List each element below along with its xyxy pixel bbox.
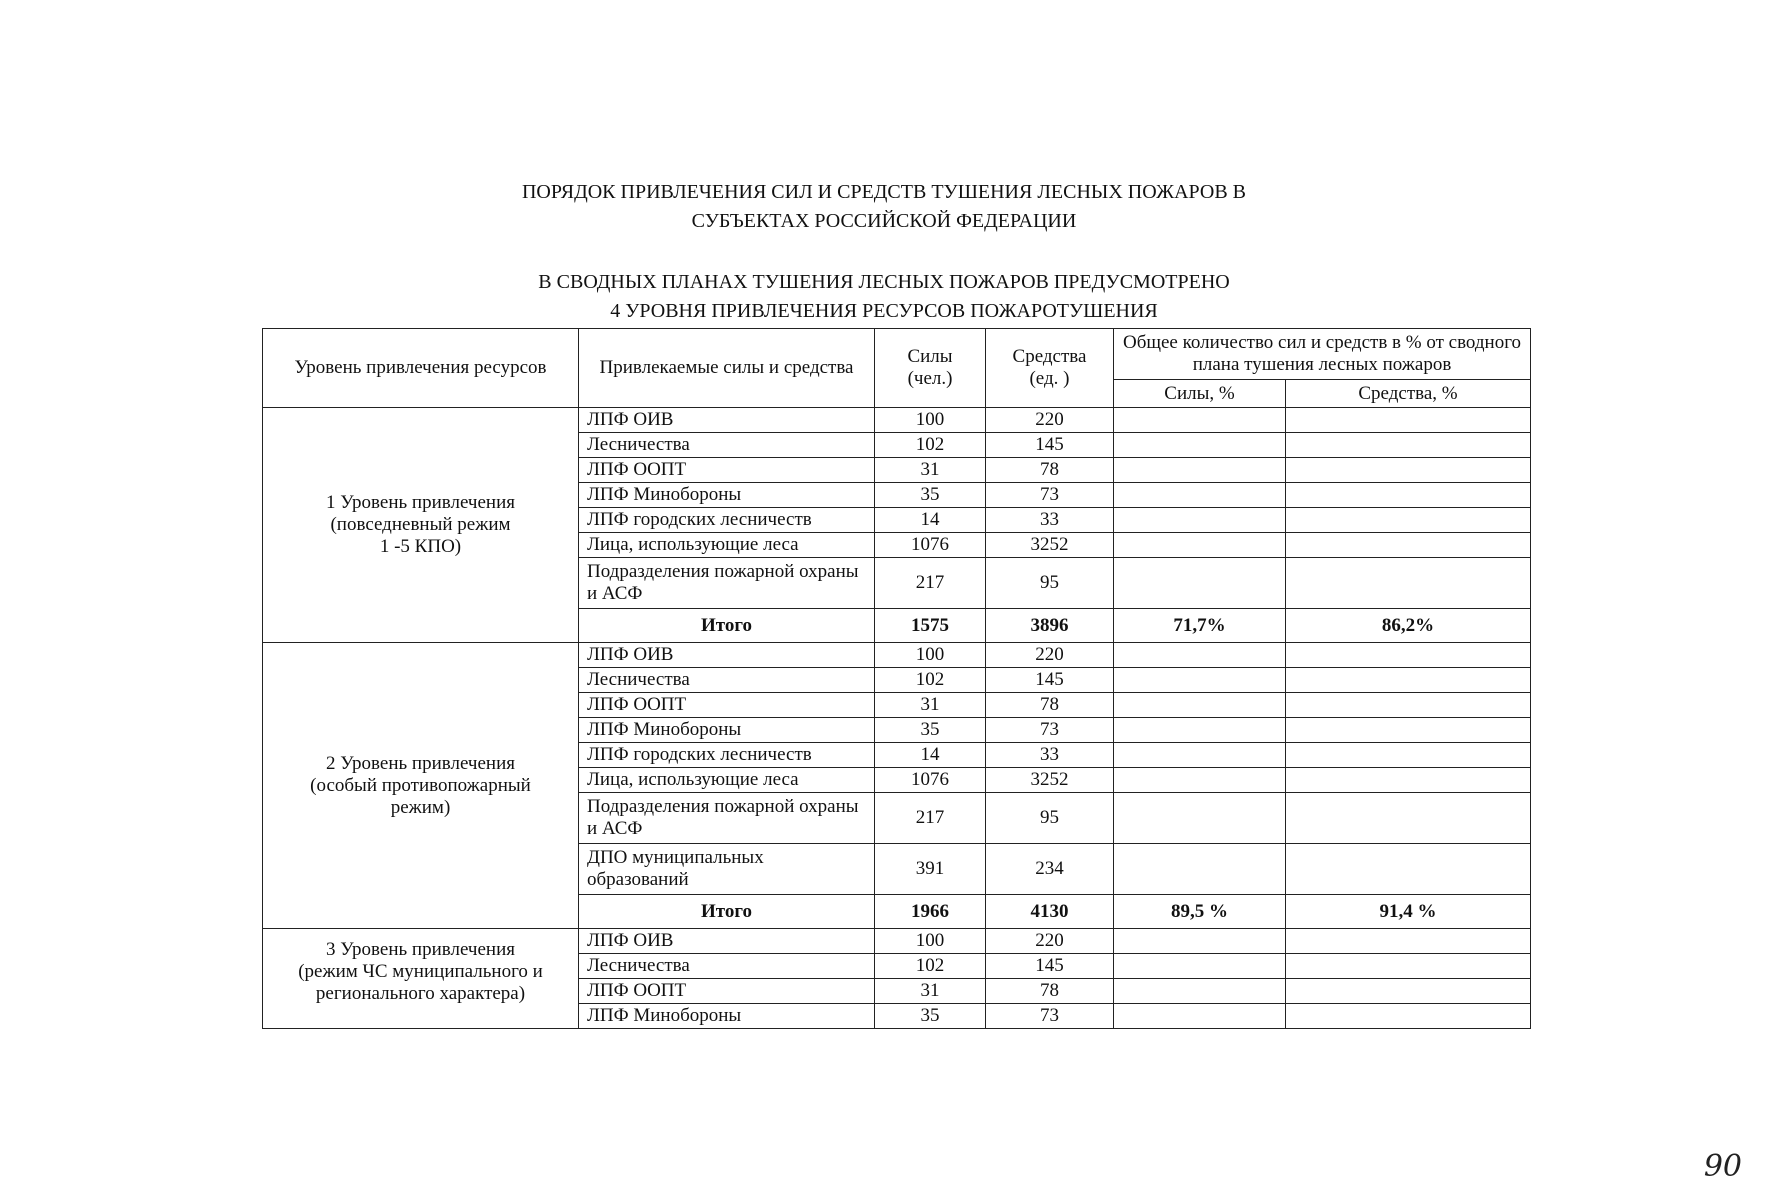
forces-cell: 31 bbox=[875, 693, 986, 718]
forces-pct-cell bbox=[1114, 743, 1286, 768]
forces-pct-cell bbox=[1114, 768, 1286, 793]
table-row bbox=[263, 643, 1531, 668]
resource-name-cell: ЛПФ Минобороны bbox=[579, 483, 875, 508]
forces-pct-cell bbox=[1114, 483, 1286, 508]
level-label-line-1: 2 Уровень привлечения bbox=[326, 752, 515, 774]
forces-cell: 14 bbox=[875, 743, 986, 768]
forces-pct-cell bbox=[1114, 793, 1286, 844]
means-pct-cell bbox=[1286, 408, 1531, 433]
header-forces-line-2: (чел.) bbox=[907, 368, 953, 389]
forces-cell: 1076 bbox=[875, 533, 986, 558]
level-label-line-2: (особый противопожарный bbox=[310, 774, 531, 796]
means-pct-cell bbox=[1286, 979, 1531, 1004]
resource-name-cell: Лица, использующие леса bbox=[579, 768, 875, 793]
total-label-cell: Итого bbox=[579, 609, 875, 643]
document-title bbox=[0, 178, 1768, 236]
resource-name-cell: Подразделения пожарной охраны и АСФ bbox=[579, 558, 875, 609]
subtitle-line-2: 4 УРОВНЯ ПРИВЛЕЧЕНИЯ РЕСУРСОВ ПОЖАРОТУШЕНИЯ bbox=[610, 300, 1158, 322]
forces-pct-cell bbox=[1114, 668, 1286, 693]
forces-cell: 102 bbox=[875, 954, 986, 979]
level-label-cell bbox=[263, 643, 579, 929]
forces-cell: 102 bbox=[875, 668, 986, 693]
forces-pct-cell bbox=[1114, 533, 1286, 558]
forces-pct-cell bbox=[1114, 508, 1286, 533]
resource-name-cell: ЛПФ городских лесничеств bbox=[579, 743, 875, 768]
total-forces-cell: 1575 bbox=[875, 609, 986, 643]
table-row bbox=[263, 408, 1531, 433]
forces-cell: 100 bbox=[875, 408, 986, 433]
means-cell: 145 bbox=[986, 668, 1114, 693]
means-cell: 3252 bbox=[986, 533, 1114, 558]
total-means-cell: 3896 bbox=[986, 609, 1114, 643]
forces-cell: 35 bbox=[875, 718, 986, 743]
forces-pct-cell bbox=[1114, 979, 1286, 1004]
total-means-cell: 4130 bbox=[986, 895, 1114, 929]
total-label-cell: Итого bbox=[579, 895, 875, 929]
means-pct-cell bbox=[1286, 929, 1531, 954]
means-cell: 73 bbox=[986, 1004, 1114, 1029]
table-row bbox=[263, 929, 1531, 954]
forces-pct-cell bbox=[1114, 954, 1286, 979]
means-cell: 33 bbox=[986, 743, 1114, 768]
level-label-line-1: 3 Уровень привлечения bbox=[326, 939, 515, 960]
forces-cell: 100 bbox=[875, 929, 986, 954]
header-means bbox=[986, 329, 1114, 408]
level-label-line-2: (режим ЧС муниципального и bbox=[298, 961, 543, 982]
resource-name-cell: ЛПФ городских лесничеств bbox=[579, 508, 875, 533]
forces-pct-cell bbox=[1114, 458, 1286, 483]
forces-pct-cell bbox=[1114, 718, 1286, 743]
means-cell: 220 bbox=[986, 643, 1114, 668]
means-pct-cell bbox=[1286, 693, 1531, 718]
resource-name-cell: ЛПФ ООПТ bbox=[579, 693, 875, 718]
forces-pct-cell bbox=[1114, 558, 1286, 609]
means-cell: 95 bbox=[986, 793, 1114, 844]
forces-pct-cell bbox=[1114, 433, 1286, 458]
means-pct-cell bbox=[1286, 483, 1531, 508]
header-means-line-1: Средства bbox=[1012, 346, 1087, 367]
header-forces-pct: Силы, % bbox=[1114, 380, 1286, 408]
resource-name-cell: Лица, использующие леса bbox=[579, 533, 875, 558]
means-pct-cell bbox=[1286, 558, 1531, 609]
resource-name-cell: ЛПФ ОИВ bbox=[579, 643, 875, 668]
resource-name-cell: Лесничества bbox=[579, 954, 875, 979]
resource-name-cell: ЛПФ ОИВ bbox=[579, 408, 875, 433]
title-line-1: ПОРЯДОК ПРИВЛЕЧЕНИЯ СИЛ И СРЕДСТВ ТУШЕНИЯ ЛЕСНЫХ ПОЖАРОВ В bbox=[521, 181, 1247, 203]
resource-name-cell: Лесничества bbox=[579, 433, 875, 458]
resource-name-cell: ЛПФ ООПТ bbox=[579, 979, 875, 1004]
means-pct-cell bbox=[1286, 533, 1531, 558]
forces-cell: 102 bbox=[875, 433, 986, 458]
document-subtitle bbox=[0, 268, 1768, 326]
subtitle-line-1: В СВОДНЫХ ПЛАНАХ ТУШЕНИЯ ЛЕСНЫХ ПОЖАРОВ ПРЕДУСМОТРЕНО bbox=[538, 271, 1230, 293]
means-cell: 220 bbox=[986, 929, 1114, 954]
resource-name-cell: ЛПФ Минобороны bbox=[579, 1004, 875, 1029]
forces-pct-cell bbox=[1114, 693, 1286, 718]
forces-cell: 217 bbox=[875, 558, 986, 609]
level-label-line-2: (повседневный режим bbox=[330, 514, 511, 535]
resource-name-cell: Лесничества bbox=[579, 668, 875, 693]
means-cell: 78 bbox=[986, 458, 1114, 483]
level-label-cell bbox=[263, 408, 579, 643]
header-means-line-2: (ед. ) bbox=[1029, 368, 1070, 389]
means-pct-cell bbox=[1286, 768, 1531, 793]
forces-cell: 35 bbox=[875, 1004, 986, 1029]
means-cell: 234 bbox=[986, 844, 1114, 895]
forces-cell: 217 bbox=[875, 793, 986, 844]
level-label-cell bbox=[263, 929, 579, 1029]
means-pct-cell bbox=[1286, 668, 1531, 693]
forces-cell: 391 bbox=[875, 844, 986, 895]
forces-pct-cell bbox=[1114, 408, 1286, 433]
means-cell: 73 bbox=[986, 483, 1114, 508]
forces-cell: 1076 bbox=[875, 768, 986, 793]
means-cell: 78 bbox=[986, 979, 1114, 1004]
means-cell: 95 bbox=[986, 558, 1114, 609]
means-cell: 220 bbox=[986, 408, 1114, 433]
means-pct-cell bbox=[1286, 643, 1531, 668]
forces-cell: 31 bbox=[875, 979, 986, 1004]
means-cell: 78 bbox=[986, 693, 1114, 718]
total-forces-pct-cell: 89,5 % bbox=[1114, 895, 1286, 929]
level-label-line-3: регионального характера) bbox=[315, 983, 526, 1004]
means-pct-cell bbox=[1286, 1004, 1531, 1029]
forces-pct-cell bbox=[1114, 929, 1286, 954]
header-forces-line-1: Силы bbox=[907, 346, 953, 367]
level-label-line-1: 1 Уровень привлечения bbox=[326, 492, 515, 513]
header-total-pct: Общее количество сил и средств в % от сводного плана тушения лесных пожаров bbox=[1114, 329, 1531, 380]
means-pct-cell bbox=[1286, 508, 1531, 533]
means-pct-cell bbox=[1286, 793, 1531, 844]
means-cell: 145 bbox=[986, 433, 1114, 458]
resources-table-body bbox=[263, 329, 1531, 1029]
forces-pct-cell bbox=[1114, 844, 1286, 895]
means-pct-cell bbox=[1286, 718, 1531, 743]
level-label-line-3: режим) bbox=[390, 796, 451, 818]
means-cell: 3252 bbox=[986, 768, 1114, 793]
means-pct-cell bbox=[1286, 458, 1531, 483]
resource-name-cell: Подразделения пожарной охраны и АСФ bbox=[579, 793, 875, 844]
means-cell: 33 bbox=[986, 508, 1114, 533]
forces-cell: 14 bbox=[875, 508, 986, 533]
resource-name-cell: ЛПФ ОИВ bbox=[579, 929, 875, 954]
forces-pct-cell bbox=[1114, 643, 1286, 668]
forces-cell: 31 bbox=[875, 458, 986, 483]
page-number: 90 bbox=[1703, 1149, 1742, 1184]
total-forces-cell: 1966 bbox=[875, 895, 986, 929]
header-means-pct: Средства, % bbox=[1286, 380, 1531, 408]
header-forces-and-means: Привлекаемые силы и средства bbox=[579, 329, 875, 408]
means-pct-cell bbox=[1286, 954, 1531, 979]
means-cell: 145 bbox=[986, 954, 1114, 979]
means-pct-cell bbox=[1286, 844, 1531, 895]
forces-cell: 100 bbox=[875, 643, 986, 668]
means-pct-cell bbox=[1286, 743, 1531, 768]
forces-cell: 35 bbox=[875, 483, 986, 508]
means-cell: 73 bbox=[986, 718, 1114, 743]
total-means-pct-cell: 91,4 % bbox=[1286, 895, 1531, 929]
means-pct-cell bbox=[1286, 433, 1531, 458]
header-level: Уровень привлечения ресурсов bbox=[263, 329, 579, 408]
resources-table bbox=[262, 328, 1531, 1029]
level-label-line-3: 1 -5 КПО) bbox=[379, 536, 462, 557]
total-means-pct-cell: 86,2% bbox=[1286, 609, 1531, 643]
total-forces-pct-cell: 71,7% bbox=[1114, 609, 1286, 643]
forces-pct-cell bbox=[1114, 1004, 1286, 1029]
header-forces bbox=[875, 329, 986, 408]
title-line-2: СУБЪЕКТАХ РОССИЙСКОЙ ФЕДЕРАЦИИ bbox=[691, 210, 1077, 232]
table-header-row bbox=[263, 329, 1531, 380]
resource-name-cell: ЛПФ Минобороны bbox=[579, 718, 875, 743]
resource-name-cell: ДПО муниципальных образований bbox=[579, 844, 875, 895]
resource-name-cell: ЛПФ ООПТ bbox=[579, 458, 875, 483]
